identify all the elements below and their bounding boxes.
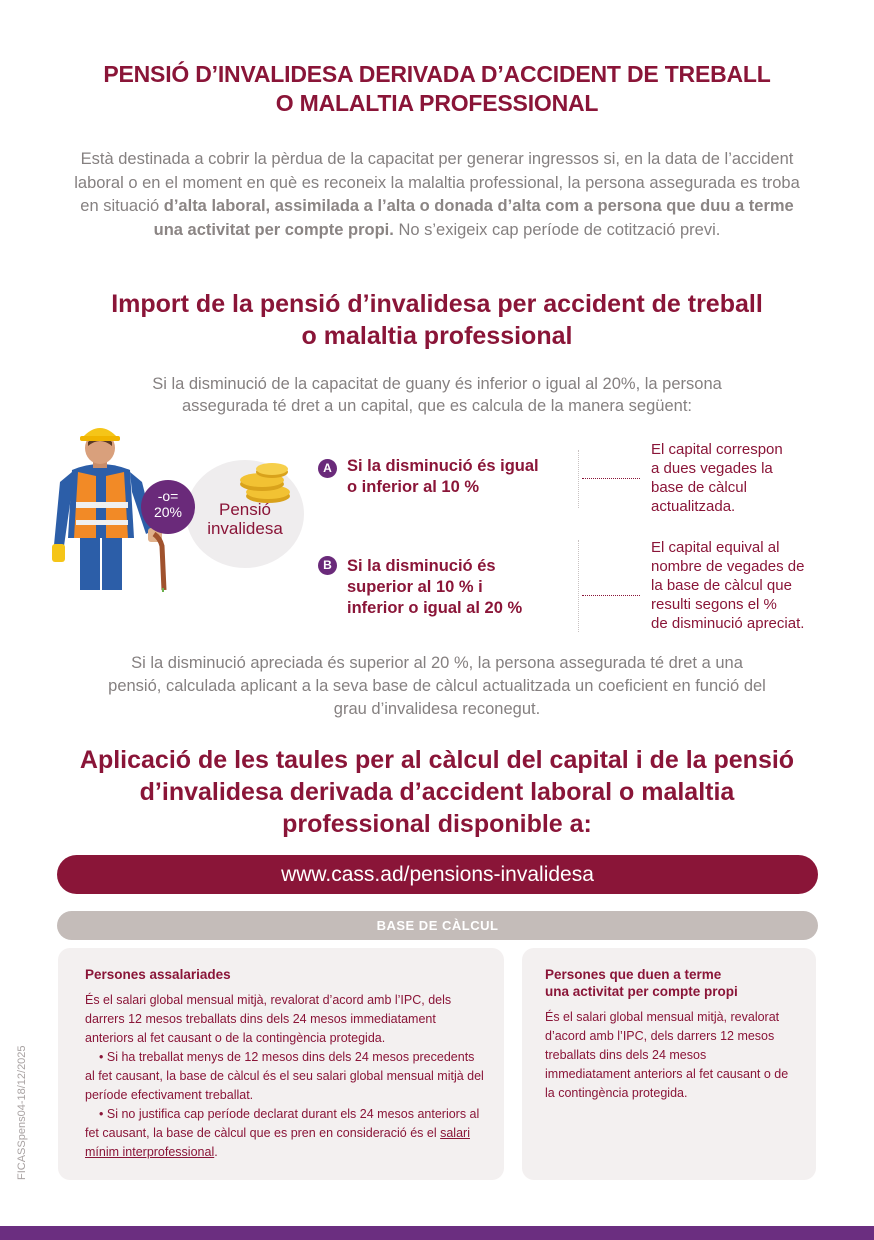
option-a-condition-line: o inferior al 10 % [347,478,480,496]
base-calcul-header: BASE DE CÀLCUL [57,911,818,940]
option-a-result-line: actualitzada. [651,498,736,515]
tables-heading [40,744,834,840]
self-employed-card [522,948,816,1180]
capital-text-line-2: assegurada té dret a un capital, que es calcula de la manera següent: [181,397,692,415]
intro-paragraph [70,148,804,242]
percent-value: 20% [153,504,183,520]
self-employed-title-line-2: una activitat per compte propi [545,984,738,999]
pension-text-line-2: pensió, calculada aplicant a la seva base de càlcul actualitzada un coeficient en funció del [108,677,766,695]
tables-heading-line-1: Aplicació de les taules per al càlcul del capital i de la pensió [79,746,795,774]
intro-text-end: No s’exigeix cap període de cotització previ. [398,220,721,239]
employees-bullet-2-end: . [214,1145,218,1159]
pension-text-line-1: Si la disminució apreciada és superior al 20 %, la persona assegurada té dret a una [131,654,743,672]
footer-bar [0,1226,874,1240]
pension-text-line-3: grau d’invalidesa reconegut. [333,700,541,718]
connector-line [582,595,640,596]
import-heading-line-2: o malaltia professional [301,322,573,350]
capital-paragraph [60,373,814,417]
bullet-icon: • [99,1050,107,1064]
document-code-text: FICASSpens04-18/12/2025 [16,1045,28,1180]
divider [578,540,579,632]
option-b-result-line: nombre de vegades de [651,558,805,575]
self-employed-title-line-1: Persones que duen a terme [545,967,722,982]
coins-icon [232,462,294,504]
divider [578,450,579,508]
option-b-condition [347,556,577,619]
title-line-2: O MALALTIA PROFESSIONAL [275,90,599,116]
option-a-condition-line: Si la disminució és igual [347,457,539,475]
option-b-result [651,538,861,633]
intro-bold-text: d’alta laboral, assimilada a l’alta o donada d’alta com a persona que duu a terme una activitat per compte propi. [153,197,794,239]
employees-bullet-2: Si no justifica cap període declarat durant els 24 mesos anteriors al fet causant, la base de càlcul que es pren en consideració és el [85,1107,480,1140]
option-b-condition-line: Si la disminució és [347,557,496,575]
employees-card [58,948,504,1180]
import-heading [40,288,834,352]
bullet-icon: • [99,1107,107,1121]
capital-text-line-1: Si la disminució de la capacitat de guany és inferior o igual al 20%, la persona [152,375,722,393]
option-a-condition [347,456,577,498]
pensions-url-link[interactable]: www.cass.ad/pensions-invalidesa [57,855,818,894]
title-line-1: PENSIÓ D’INVALIDESA DERIVADA D’ACCIDENT DE TREBALL [103,61,771,87]
self-employed-text: És el salari global mensual mitjà, revalorat d’acord amb l’IPC, dels darrers 12 mesos treballats dins dels 24 mesos immediatament anteriors al fet causant o de la contingència protegida. [545,1010,789,1100]
option-a-result-line: El capital correspon [651,441,783,458]
minimum-wage-link[interactable]: salari mínim interprofessional [85,1126,470,1159]
employees-title: Persones assalariades [85,967,231,982]
document-code [14,1000,34,1180]
bubble-line-1: Pensió [219,500,271,519]
pension-paragraph [50,652,824,721]
import-heading-line-1: Import de la pensió d’invalidesa per accident de treball [111,290,763,318]
option-b-result-line: El capital equival al [651,539,780,556]
option-b-result-line: resulti segons el % [651,596,777,613]
percent-symbol: -o= [157,488,179,504]
option-b-result-line: la base de càlcul que [651,577,792,594]
option-b-condition-line: superior al 10 % i [347,578,483,596]
tables-heading-line-3: professional disponible a: [282,810,592,838]
option-b-condition-line: inferior o igual al 20 % [347,599,523,617]
option-a-badge: A [318,459,337,478]
pension-label [186,500,304,538]
self-employed-title [545,966,794,1000]
intro-text: Està destinada a cobrir la pèrdua de la capacitat per generar ingressos si, en la data de l’accident laboral o en el moment en què es reconeix la malaltia professional, la persona assegurada es troba en situació [74,150,800,215]
employees-text: És el salari global mensual mitjà, revalorat d’acord amb l’IPC, dels darrers 12 mesos treballats dins dels 24 mesos immediatament anteriors al fet causant o de la contingència protegida. [85,993,452,1045]
bubble-line-2: invalidesa [207,519,283,538]
page-title [40,60,834,118]
option-a-result [651,440,851,516]
employees-bullet-1: Si ha treballat menys de 12 mesos dins dels 24 mesos precedents al fet causant, la base de càlcul és el seu salari global mensual mitjà del període efectivament treballat. [85,1050,484,1102]
option-a-result-line: a dues vegades la [651,460,773,477]
tables-heading-line-2: d’invalidesa derivada d’accident laboral o malaltia [139,778,735,806]
option-b-badge: B [318,556,337,575]
option-b-result-line: de disminució apreciat. [651,615,805,632]
option-a-result-line: base de càlcul [651,479,747,496]
percent-badge [141,480,195,534]
connector-line [582,478,640,479]
